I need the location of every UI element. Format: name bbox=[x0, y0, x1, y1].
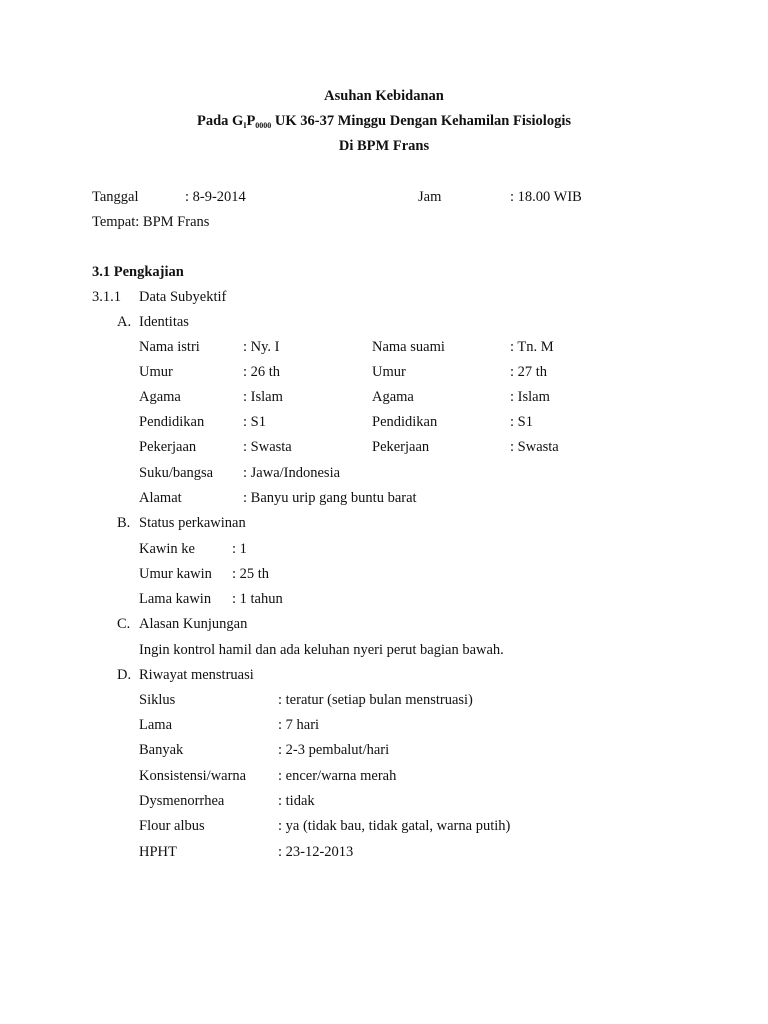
alasan-text: Ingin kontrol hamil dan ada keluhan nyeri perut bagian bawah. bbox=[139, 642, 504, 658]
menstruasi-value: : tidak bbox=[278, 793, 315, 809]
identitas-value: : 27 th bbox=[510, 364, 548, 380]
doc-title: Asuhan Kebidanan bbox=[324, 88, 444, 104]
identitas-label: Alamat bbox=[139, 490, 182, 506]
section-title: 3.1 Pengkajian bbox=[92, 264, 184, 280]
menstruasi-label: Banyak bbox=[139, 742, 184, 758]
menstruasi-label: Dysmenorrhea bbox=[139, 793, 225, 809]
subsection-number: 3.1.1 bbox=[92, 289, 121, 305]
identitas-value: : Banyu urip gang buntu barat bbox=[243, 490, 417, 506]
identitas-label: Pendidikan bbox=[139, 414, 205, 430]
status-label: Lama kawin bbox=[139, 591, 212, 607]
menstruasi-marker: D. bbox=[117, 667, 132, 683]
menstruasi-value: : 7 hari bbox=[278, 717, 320, 733]
menstruasi-value: : teratur (setiap bulan menstruasi) bbox=[278, 692, 473, 708]
tanggal-label: Tanggal bbox=[92, 189, 139, 205]
menstruasi-label: Siklus bbox=[139, 692, 176, 708]
menstruasi-title: Riwayat menstruasi bbox=[139, 667, 254, 683]
menstruasi-value: : 23-12-2013 bbox=[278, 844, 354, 860]
identitas-value: : Ny. I bbox=[243, 339, 280, 355]
identitas-title: Identitas bbox=[139, 314, 189, 330]
jam-label: Jam bbox=[418, 189, 442, 205]
status-value: : 25 th bbox=[232, 566, 270, 582]
identitas-value: : Islam bbox=[510, 389, 550, 405]
identitas-value: : Swasta bbox=[243, 439, 292, 455]
identitas-label: Nama suami bbox=[372, 339, 445, 355]
subsection-title: Data Subyektif bbox=[139, 289, 227, 305]
identitas-label: Umur bbox=[139, 364, 173, 380]
status-value: : 1 tahun bbox=[232, 591, 283, 607]
identitas-label: Nama istri bbox=[139, 339, 200, 355]
menstruasi-value: : 2-3 pembalut/hari bbox=[278, 742, 390, 758]
identitas-value: : Islam bbox=[243, 389, 283, 405]
alasan-title: Alasan Kunjungan bbox=[139, 616, 248, 632]
status-title: Status perkawinan bbox=[139, 515, 246, 531]
status-label: Umur kawin bbox=[139, 566, 212, 582]
menstruasi-label: Konsistensi/warna bbox=[139, 768, 247, 784]
identitas-label: Pekerjaan bbox=[139, 439, 197, 455]
doc-subtitle: Pada $G_IP_{0000}$ UK 36-37 Minggu Dengan Kehamilan Fisiologis bbox=[196, 113, 571, 130]
tanggal-value: : 8-9-2014 bbox=[185, 189, 246, 205]
alasan-marker: C. bbox=[117, 616, 131, 632]
identitas-label: Agama bbox=[139, 389, 181, 405]
menstruasi-value: : encer/warna merah bbox=[278, 768, 397, 784]
identitas-value: : Jawa/Indonesia bbox=[243, 465, 341, 481]
tempat-line: Tempat: BPM Frans bbox=[92, 214, 210, 230]
identitas-value: : S1 bbox=[510, 414, 533, 430]
menstruasi-label: HPHT bbox=[139, 844, 177, 860]
identitas-label: Pendidikan bbox=[372, 414, 438, 430]
identitas-label: Pekerjaan bbox=[372, 439, 430, 455]
identitas-marker: A. bbox=[117, 314, 132, 330]
identitas-value: : S1 bbox=[243, 414, 266, 430]
identitas-value: : Swasta bbox=[510, 439, 559, 455]
identitas-label: Umur bbox=[372, 364, 406, 380]
identitas-label: Agama bbox=[372, 389, 414, 405]
status-value: : 1 bbox=[232, 541, 247, 557]
identitas-value: : Tn. M bbox=[510, 339, 554, 355]
menstruasi-label: Lama bbox=[139, 717, 173, 733]
status-marker: B. bbox=[117, 515, 131, 531]
status-label: Kawin ke bbox=[139, 541, 195, 557]
jam-value: : 18.00 WIB bbox=[510, 189, 582, 205]
doc-location: Di BPM Frans bbox=[338, 138, 430, 154]
menstruasi-label: Flour albus bbox=[139, 818, 205, 834]
identitas-value: : 26 th bbox=[243, 364, 281, 380]
menstruasi-value: : ya (tidak bau, tidak gatal, warna putih) bbox=[278, 818, 511, 834]
identitas-label: Suku/bangsa bbox=[139, 465, 214, 481]
